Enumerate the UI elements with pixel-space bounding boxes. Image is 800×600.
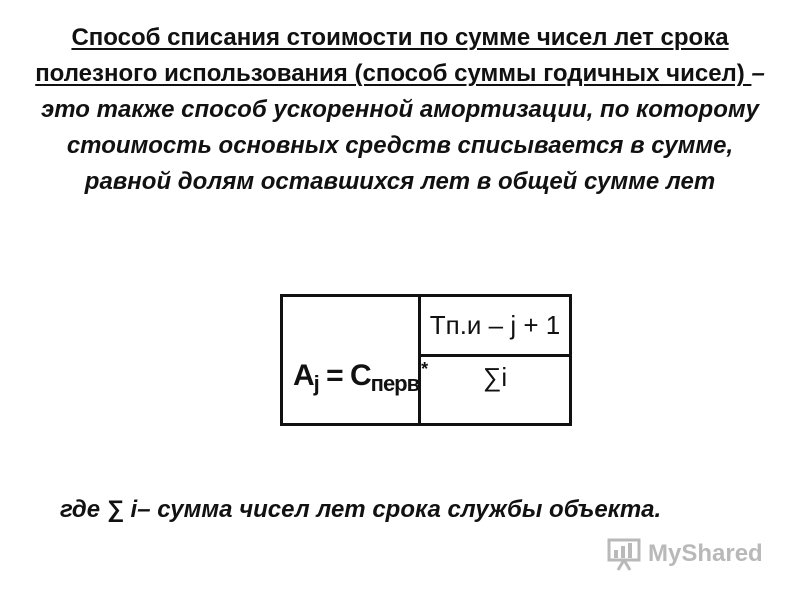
formula-left-cell — [283, 297, 428, 423]
definition-explanation: – это также способ ускоренной амортизации, по которому стоимость основных средств списывается в сумме, равной долям оставшихся лет в общей сумме лет — [41, 60, 765, 195]
definition-text — [30, 20, 770, 200]
formula-a-subscript: j — [313, 371, 319, 396]
formula-a: A — [293, 359, 314, 392]
presentation-board-icon — [606, 536, 642, 572]
formula-lhs — [293, 359, 427, 397]
formula-equals-c: = C — [318, 359, 371, 392]
formula-multiply: * — [421, 359, 428, 379]
logo-text: MyShared — [648, 540, 763, 567]
footnote-text: где ∑ i– сумма чисел лет срока службы объекта. — [60, 496, 662, 523]
formula-c-subscript: перв — [370, 371, 420, 396]
formula-numerator: Tп.и – j + 1 — [421, 297, 569, 357]
formula-denominator: ∑i — [482, 362, 508, 392]
definition-term: Способ списания стоимости по сумме чисел лет срока полезного использования (способ суммы годичных чисел) — [35, 24, 752, 87]
myshared-logo — [606, 536, 763, 572]
formula-table — [280, 294, 572, 426]
